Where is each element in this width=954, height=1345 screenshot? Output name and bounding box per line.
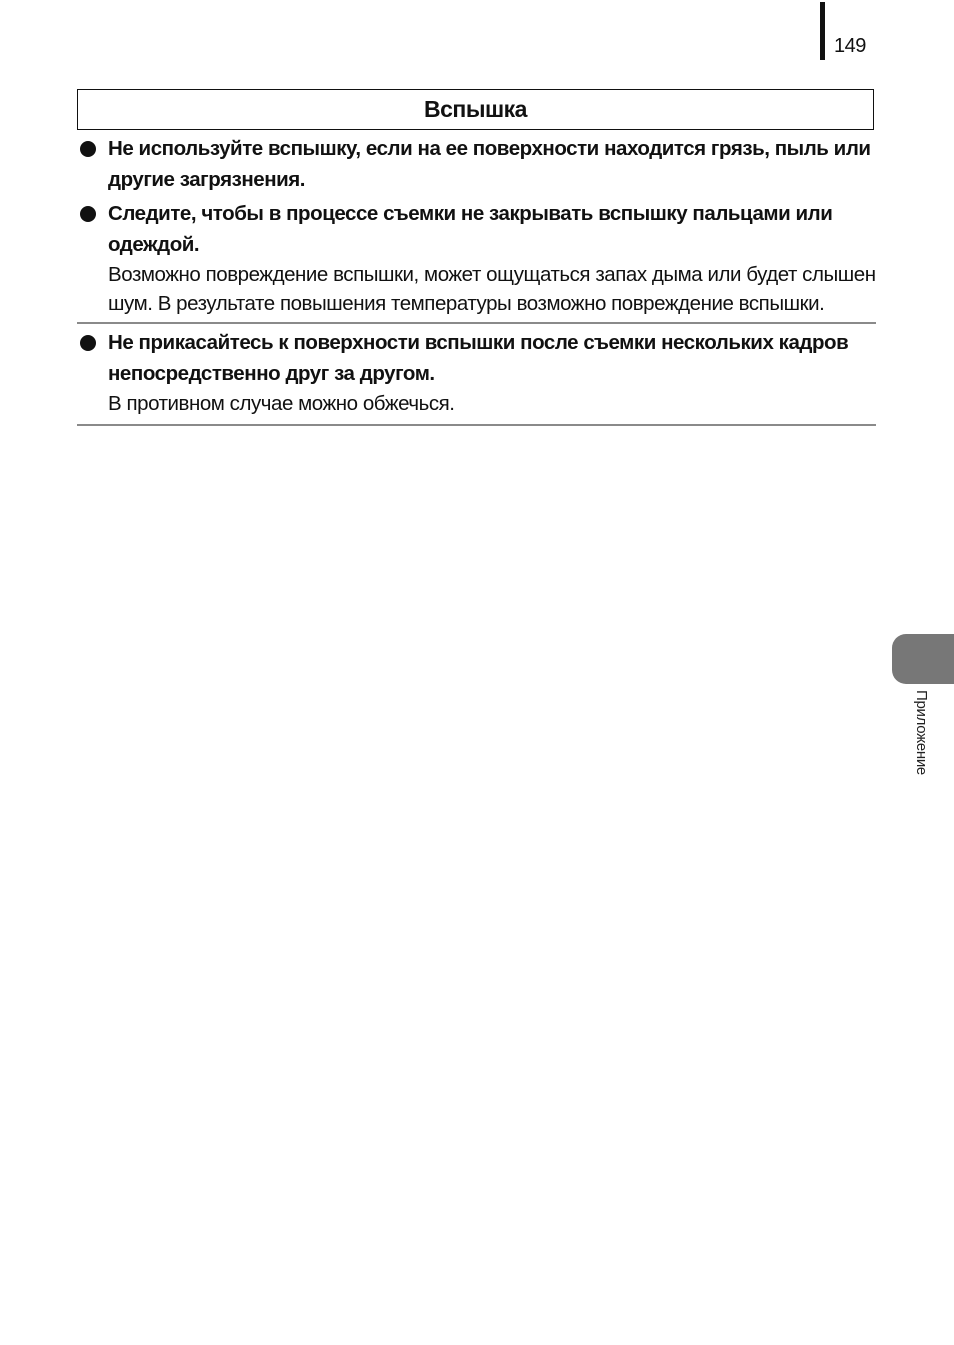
item-heading: Не используйте вспышку, если на ее поверхности находится грязь, пыль или другие загрязнения. [108, 137, 871, 191]
list-item [77, 133, 876, 195]
item-body: В противном случае можно обжечься. [108, 392, 455, 415]
list-item [77, 324, 876, 424]
bullet-icon [80, 335, 96, 351]
divider [77, 424, 876, 426]
chapter-tab [892, 634, 954, 684]
item-body: Возможно повреждение вспышки, может ощущаться запах дыма или будет слышен шум. В результате повышения температуры возможно повреждение вспышки. [108, 263, 876, 315]
section-title: Вспышка [424, 96, 527, 122]
item-heading: Не прикасайтесь к поверхности вспышки после съемки нескольких кадров непосредственно друг за другом. [108, 331, 849, 385]
section-title-box [77, 89, 874, 130]
chapter-tab-label: Приложение [913, 690, 930, 775]
bullet-icon [80, 141, 96, 157]
item-heading: Следите, чтобы в процессе съемки не закрывать вспышку пальцами или одеждой. [108, 202, 833, 256]
page-number: 149 [834, 35, 866, 57]
list-item [77, 195, 876, 322]
content [77, 133, 876, 426]
page-number-bar [820, 2, 825, 60]
bullet-icon [80, 206, 96, 222]
